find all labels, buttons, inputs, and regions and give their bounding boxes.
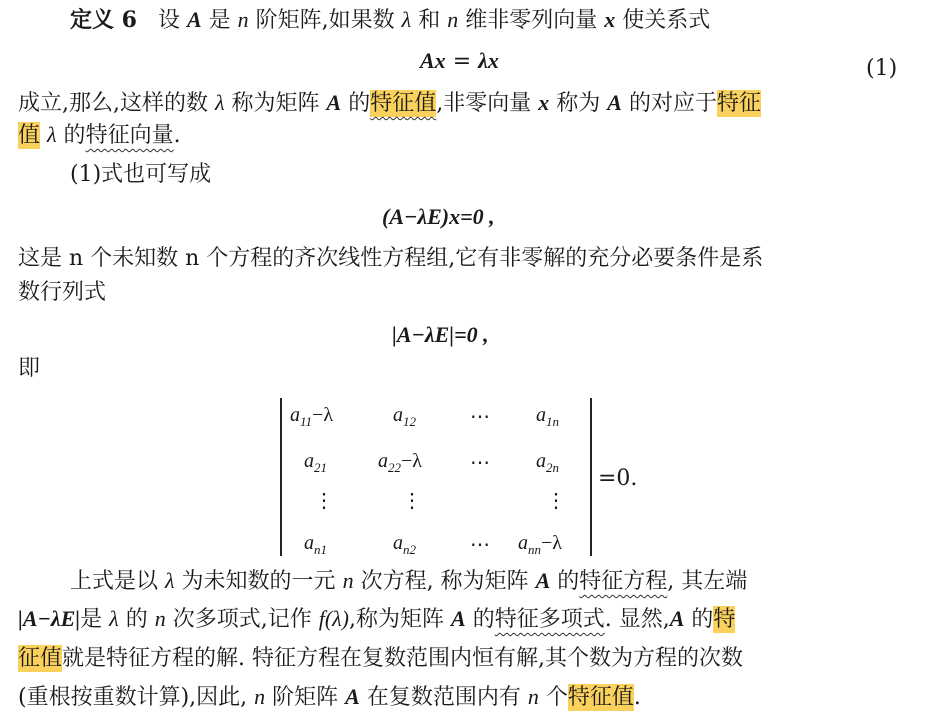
equation-3: |A−λE|=0 , bbox=[392, 322, 489, 347]
math-lambda: λ bbox=[165, 568, 175, 593]
math-A: A bbox=[451, 606, 466, 631]
math-A: A bbox=[186, 7, 202, 32]
equation-number: (1) bbox=[866, 56, 898, 81]
text: , 其左端 bbox=[667, 569, 748, 594]
text: . bbox=[633, 685, 641, 710]
determinant-left-bar bbox=[280, 398, 282, 556]
det-cell-r2c3: ⋯ bbox=[470, 452, 490, 474]
text: 阶矩阵 bbox=[272, 685, 339, 710]
det-cell-r3c1: ⋮ bbox=[314, 490, 334, 512]
det-cell-r2c2: $a_{22}-\lambda$ bbox=[378, 450, 422, 475]
determinant-equals: =0. bbox=[598, 466, 638, 491]
det-cell-r2c1: $a_{21}$ bbox=[304, 450, 327, 475]
text: 就是特征方程的解. 特征方程在复数范围内恒有解,其个数为方程的次数 bbox=[62, 646, 743, 671]
paragraph-line bbox=[18, 608, 735, 631]
text: 的 bbox=[348, 91, 371, 116]
term-char-polynomial: 特征多项式 bbox=[494, 607, 605, 632]
text: 的对应于 bbox=[628, 91, 717, 116]
text: 设 bbox=[157, 8, 180, 33]
det-cell-r4c4: $a_{nn}-\lambda$ bbox=[518, 532, 562, 557]
det-cell-r1c2: $a_{12}$ bbox=[393, 404, 416, 429]
text: 维非零列向量 bbox=[465, 8, 598, 33]
paragraph-line bbox=[18, 686, 641, 709]
math-lambda: λ bbox=[215, 90, 225, 115]
term-eigenvalue-part: 特 bbox=[713, 607, 736, 632]
text: 阶矩阵,如果数 bbox=[255, 8, 395, 33]
text: 是 bbox=[208, 8, 231, 33]
equation-1 bbox=[420, 50, 499, 73]
math-lambda: λ bbox=[109, 606, 119, 631]
det-cell-r2c4: $a_{2n}$ bbox=[536, 450, 559, 475]
text: 成立,那么,这样的数 bbox=[18, 91, 208, 116]
text4-line1: 这是 n 个未知数 n 个方程的齐次线性方程组,它有非零解的充分必要条件是系 bbox=[18, 246, 764, 271]
text: 是 bbox=[80, 607, 103, 632]
text: 的 bbox=[125, 607, 148, 632]
term-eigenvalue: 特征值 bbox=[370, 91, 437, 116]
term-char-equation: 特征方程 bbox=[579, 569, 668, 594]
text4-line2: 数行列式 bbox=[18, 280, 107, 305]
math-det: |A−λE| bbox=[18, 606, 81, 631]
det-cell-r3c4: ⋮ bbox=[546, 490, 566, 512]
text3: (1)式也可写成 bbox=[70, 162, 212, 187]
text: 个 bbox=[545, 685, 568, 710]
text: 的 bbox=[557, 569, 580, 594]
text: 的 bbox=[472, 607, 495, 632]
equation-2: (A−λE)x=0 , bbox=[382, 204, 495, 229]
det-cell-r1c4: $a_{1n}$ bbox=[536, 404, 559, 429]
math-n: n bbox=[527, 684, 539, 709]
math-n: n bbox=[154, 606, 166, 631]
text: 称为矩阵 bbox=[231, 91, 320, 116]
text: 的 bbox=[691, 607, 714, 632]
math-f-lambda: f(λ) bbox=[318, 606, 349, 631]
text: 次多项式,记作 bbox=[172, 607, 312, 632]
text: . bbox=[173, 123, 181, 148]
text: 和 bbox=[418, 8, 441, 33]
math-x: x bbox=[538, 90, 550, 115]
eq1-equals: = bbox=[452, 49, 472, 74]
math-A: A bbox=[607, 90, 622, 115]
determinant-right-bar bbox=[590, 398, 592, 556]
det-cell-r4c1: $a_{n1}$ bbox=[304, 532, 327, 557]
det-cell-r1c3: ⋯ bbox=[470, 406, 490, 428]
det-cell-r4c2: $a_{n2}$ bbox=[393, 532, 416, 557]
text: (重根按重数计算),因此, bbox=[18, 685, 248, 710]
paragraph-line bbox=[18, 92, 761, 115]
definition-line bbox=[70, 9, 710, 32]
det-cell-r1c1: $a_{11}-\lambda$ bbox=[290, 404, 334, 429]
det-cell-r3c2: ⋮ bbox=[402, 490, 422, 512]
text: 上式是以 bbox=[70, 569, 159, 594]
text5: 即 bbox=[18, 356, 41, 381]
text: ,非零向量 bbox=[436, 91, 532, 116]
paragraph-line bbox=[70, 570, 747, 593]
term-eigenvalue-part: 征值 bbox=[18, 646, 63, 671]
definition-label: 定义 6 bbox=[70, 7, 137, 33]
det-cell-r4c3: ⋯ bbox=[470, 534, 490, 556]
math-n: n bbox=[342, 568, 354, 593]
text: 次方程, 称为矩阵 bbox=[360, 569, 529, 594]
text: ,称为矩阵 bbox=[349, 607, 444, 632]
math-x: x bbox=[604, 7, 616, 32]
eq1-lhs: Ax bbox=[420, 48, 446, 73]
text: 使关系式 bbox=[622, 8, 711, 33]
term-eigenvalue: 特征值 bbox=[567, 685, 634, 710]
term-eigenvalue-part: 特征 bbox=[716, 91, 761, 116]
text: 为未知数的一元 bbox=[181, 569, 336, 594]
math-A: A bbox=[535, 568, 551, 593]
math-A: A bbox=[326, 90, 342, 115]
math-lambda: λ bbox=[47, 122, 57, 147]
math-A: A bbox=[669, 606, 685, 631]
term-eigenvalue-part: 值 bbox=[18, 123, 41, 148]
text: 的 bbox=[63, 123, 86, 148]
eq1-rhs: λx bbox=[478, 48, 499, 73]
math-lambda: λ bbox=[401, 7, 412, 32]
paragraph-line bbox=[18, 648, 743, 670]
term-eigenvector: 特征向量 bbox=[85, 123, 174, 148]
math-n: n bbox=[447, 7, 459, 32]
paragraph-line bbox=[18, 124, 181, 147]
math-A: A bbox=[345, 684, 360, 709]
text: . 显然, bbox=[604, 607, 670, 632]
text: 在复数范围内有 bbox=[366, 685, 521, 710]
math-n: n bbox=[254, 684, 266, 709]
math-n: n bbox=[237, 7, 249, 32]
text: 称为 bbox=[556, 91, 601, 116]
